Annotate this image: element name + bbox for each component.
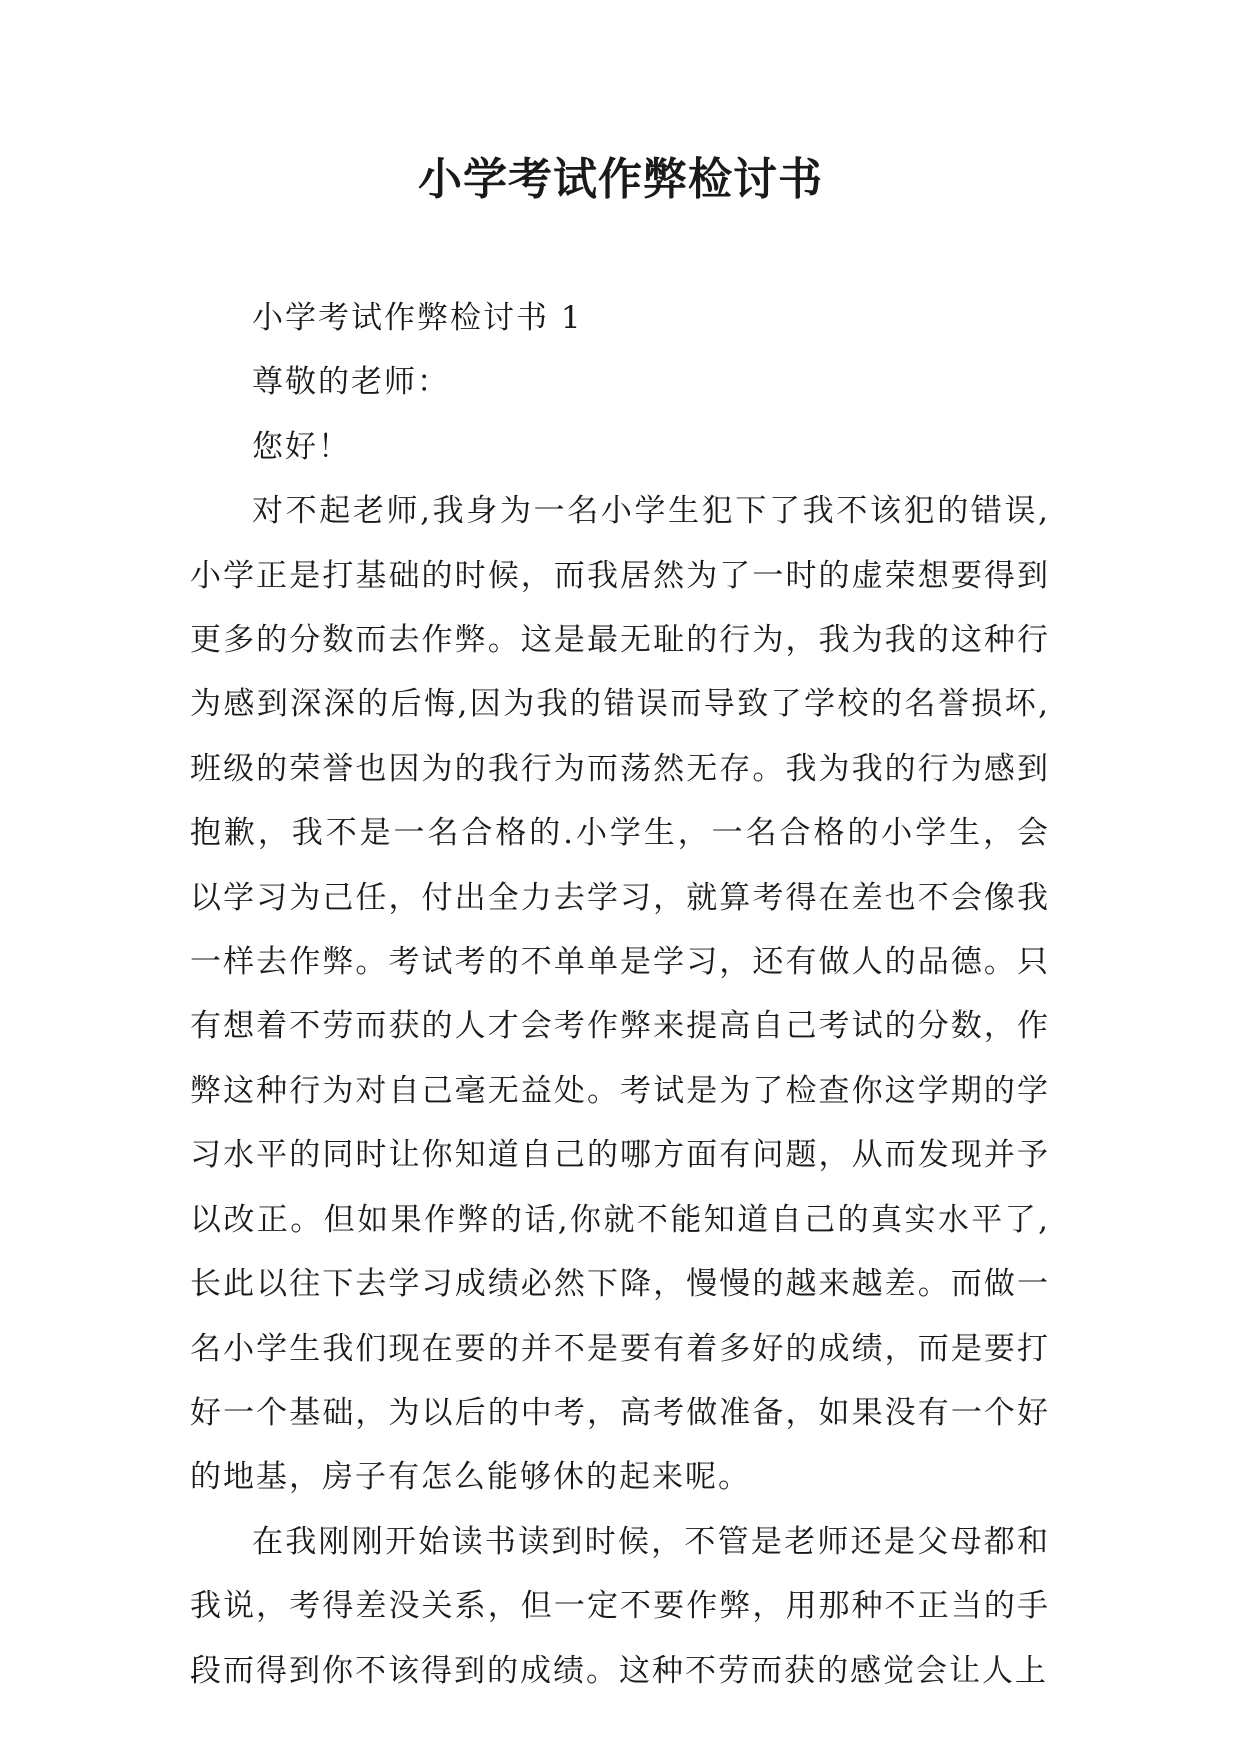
greeting: 您好！ [252,428,351,465]
document-title: 小学考试作弊检讨书 [418,154,823,205]
document-body [190,286,1050,1703]
section-heading: 小学考试作弊检讨书 1 [252,300,583,336]
paragraph-1: 对不起老师,我身为一名小学生犯下了我不该犯的错误,小学正是打基础的时候，而我居然为了一时的虚荣想要得到更多的分数而去作弊。这是最无耻的行为，我为我的这种行为感到深深的后悔,因为我的错误而导致了学校的名誉损坏,班级的荣誉也因为的我行为而荡然无存。我为我的行为感到抱歉，我不是一名合格的.小学生，一名合格的小学生，会以学习为己任，付出全力去学习，就算考得在差也不会像我一样去作弊。考试考的不单单是学习，还有做人的品德。只有想着不劳而获的人才会考作弊来提高自己考试的分数，作弊这种行为对自己毫无益处。考试是为了检查你这学期的学习水平的同时让你知道自己的哪方面有问题，从而发现并予以改正。但如果作弊的话,你就不能知道自己的真实水平了,长此以往下去学习成绩必然下降，慢慢的越来越差。而做一名小学生我们现在要的并不是要有着多好的成绩，而是要打好一个基础，为以后的中考，高考做准备，如果没有一个好的地基，房子有怎么能够休的起来呢。 [190,493,1050,1496]
salutation: 尊敬的老师： [252,364,450,401]
paragraph-2: 在我刚刚开始读书读到时候，不管是老师还是父母都和我说，考得差没关系，但一定不要作弊，用那种不正当的手段而得到你不该得到的成绩。这种不劳而获的感觉会让人上 [190,1523,1050,1689]
